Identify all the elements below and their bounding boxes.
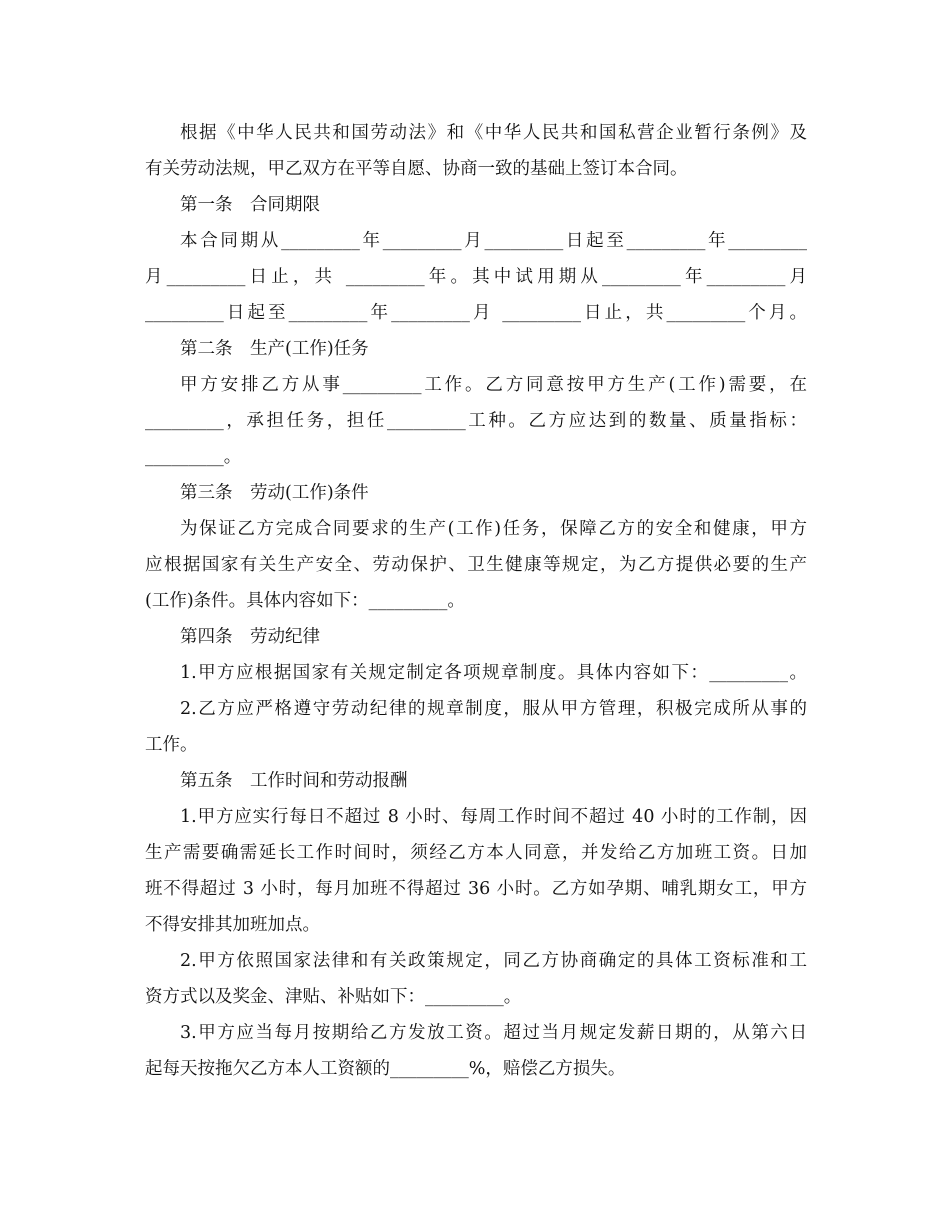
article-5-item-2-line-1: 2.甲方依照国家法律和有关政策规定，同乙方协商确定的具体工资标准和工 [180,951,807,971]
article-3-heading: 第三条 劳动(工作)条件 [180,483,369,503]
article-5-item-3-line-2: 起每天按拖欠乙方本人工资额的_________%，赔偿乙方损失。 [145,1059,626,1079]
article-1-line-2: 月_________日止，共 _________年。其中试用期从_________年_________月 [145,267,807,287]
article-2-heading: 第二条 生产(工作)任务 [180,339,369,359]
article-5-item-2-line-2: 资方式以及奖金、津贴、补贴如下：_________。 [145,987,522,1007]
article-3-line-1: 为保证乙方完成合同要求的生产(工作)任务，保障乙方的安全和健康，甲方 [180,519,807,539]
article-4-item-1: 1.甲方应根据国家有关规定制定各项规章制度。具体内容如下：_________。 [180,663,807,683]
intro-paragraph-line-1: 根据《中华人民共和国劳动法》和《中华人民共和国私营企业暂行条例》及 [180,123,807,143]
article-3-line-2: 应根据国家有关生产安全、劳动保护、卫生健康等规定，为乙方提供必要的生产 [145,555,807,575]
article-1-heading: 第一条 合同期限 [180,195,320,215]
article-4-item-2-line-2: 工作。 [145,735,198,755]
article-5-item-1-line-4: 不得安排其加班加点。 [145,915,320,935]
article-5-item-1-line-3: 班不得超过 3 小时，每月加班不得超过 36 小时。乙方如孕期、哺乳期女工，甲方 [145,879,807,899]
article-4-heading: 第四条 劳动纪律 [180,627,320,647]
article-5-heading: 第五条 工作时间和劳动报酬 [180,771,408,791]
article-4-item-2-line-1: 2.乙方应严格遵守劳动纪律的规章制度，服从甲方管理，积极完成所从事的 [180,699,807,719]
article-2-line-1: 甲方安排乙方从事_________工作。乙方同意按甲方生产(工作)需要，在 [180,375,807,395]
article-1-line-3: _________日起至_________年_________月 _________日止，共_________个月。 [145,303,807,323]
article-5-item-3-line-1: 3.甲方应当每月按期给乙方发放工资。超过当月规定发薪日期的，从第六日 [180,1023,807,1043]
article-3-line-3: (工作)条件。具体内容如下：_________。 [145,591,465,611]
intro-paragraph-line-2: 有关劳动法规，甲乙双方在平等自愿、协商一致的基础上签订本合同。 [145,159,688,179]
article-2-line-3: _________。 [145,447,242,467]
article-5-item-1-line-1: 1.甲方应实行每日不超过 8 小时、每周工作时间不超过 40 小时的工作制，因 [180,807,807,827]
article-2-line-2: _________，承担任务，担任_________工种。乙方应达到的数量、质量指标： [145,411,807,431]
article-5-item-1-line-2: 生产需要确需延长工作时间时，须经乙方本人同意，并发给乙方加班工资。日加 [145,843,807,863]
article-1-line-1: 本合同期从_________年_________月_________日起至_________年_________ [180,231,807,251]
